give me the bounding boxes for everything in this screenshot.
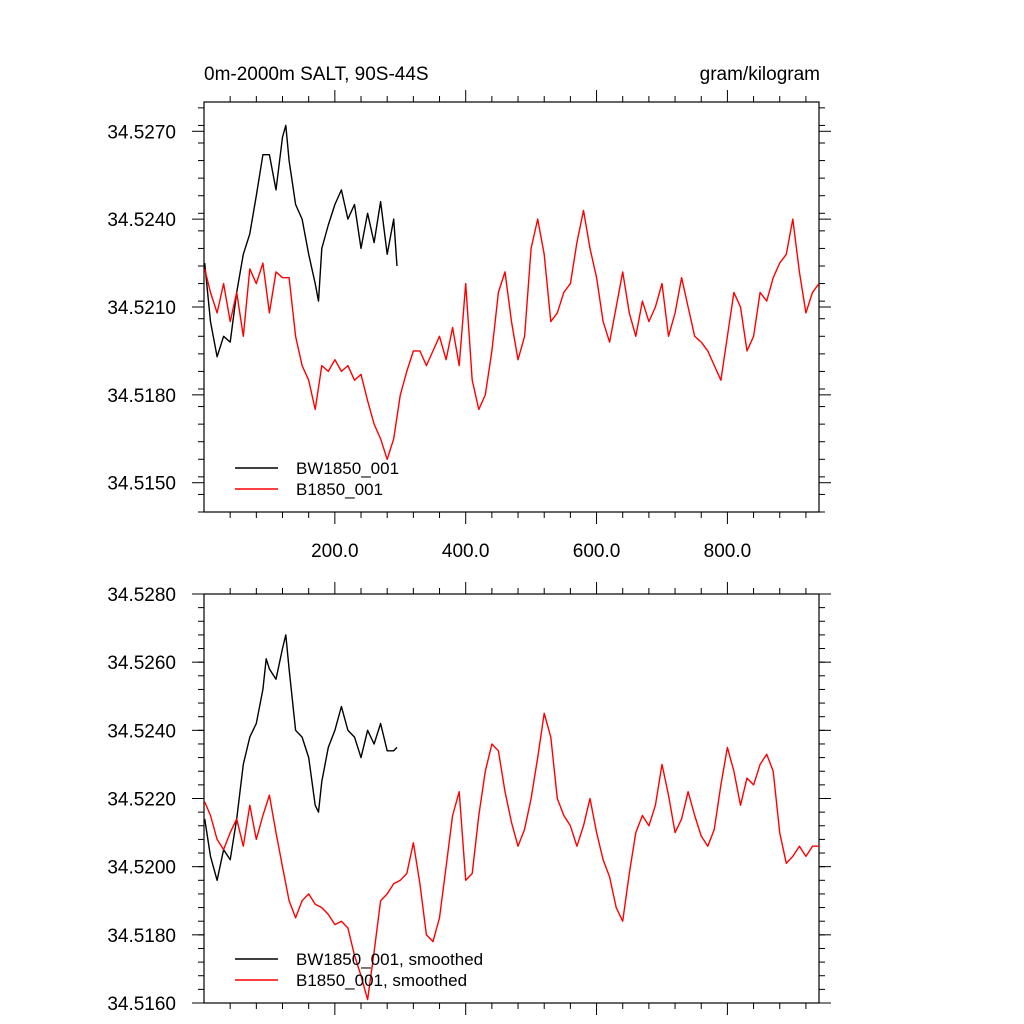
y-tick-label: 34.5210 bbox=[107, 298, 176, 319]
x-tick-label: 600.0 bbox=[572, 541, 621, 562]
x-tick-label: 800.0 bbox=[703, 541, 752, 562]
legend-label: B1850_001 bbox=[296, 480, 383, 499]
units-label: gram/kilogram bbox=[699, 64, 820, 85]
series-line-bw1850-001-smoothed bbox=[205, 635, 397, 880]
y-tick-label: 34.5220 bbox=[107, 789, 176, 811]
plot-frame bbox=[204, 594, 819, 1003]
y-tick-label: 34.5200 bbox=[107, 857, 176, 879]
y-tick-label: 34.5180 bbox=[107, 385, 176, 407]
series-line-b1850-001 bbox=[205, 210, 819, 459]
y-tick-label: 34.5280 bbox=[107, 585, 176, 606]
legend-label: BW1850_001, smoothed bbox=[296, 950, 484, 969]
panel-1 bbox=[107, 90, 831, 562]
panel-2 bbox=[107, 582, 831, 1015]
x-tick-label: 400.0 bbox=[441, 541, 490, 562]
y-tick-label: 34.5240 bbox=[107, 721, 176, 743]
y-tick-label: 34.5180 bbox=[107, 925, 176, 947]
plot-frame bbox=[204, 102, 819, 512]
y-tick-label: 34.5240 bbox=[107, 210, 176, 232]
series-line-bw1850-001 bbox=[205, 125, 397, 356]
chart-title: 0m-2000m SALT, 90S-44S bbox=[204, 64, 429, 85]
legend-label: B1850_001, smoothed bbox=[296, 971, 468, 990]
y-tick-label: 34.5260 bbox=[107, 653, 176, 675]
legend-label: BW1850_001 bbox=[296, 459, 400, 478]
x-tick-label: 200.0 bbox=[311, 541, 359, 562]
y-tick-label: 34.5150 bbox=[107, 473, 176, 495]
y-tick-label: 34.5270 bbox=[107, 122, 176, 144]
y-tick-label: 34.5160 bbox=[107, 994, 176, 1015]
